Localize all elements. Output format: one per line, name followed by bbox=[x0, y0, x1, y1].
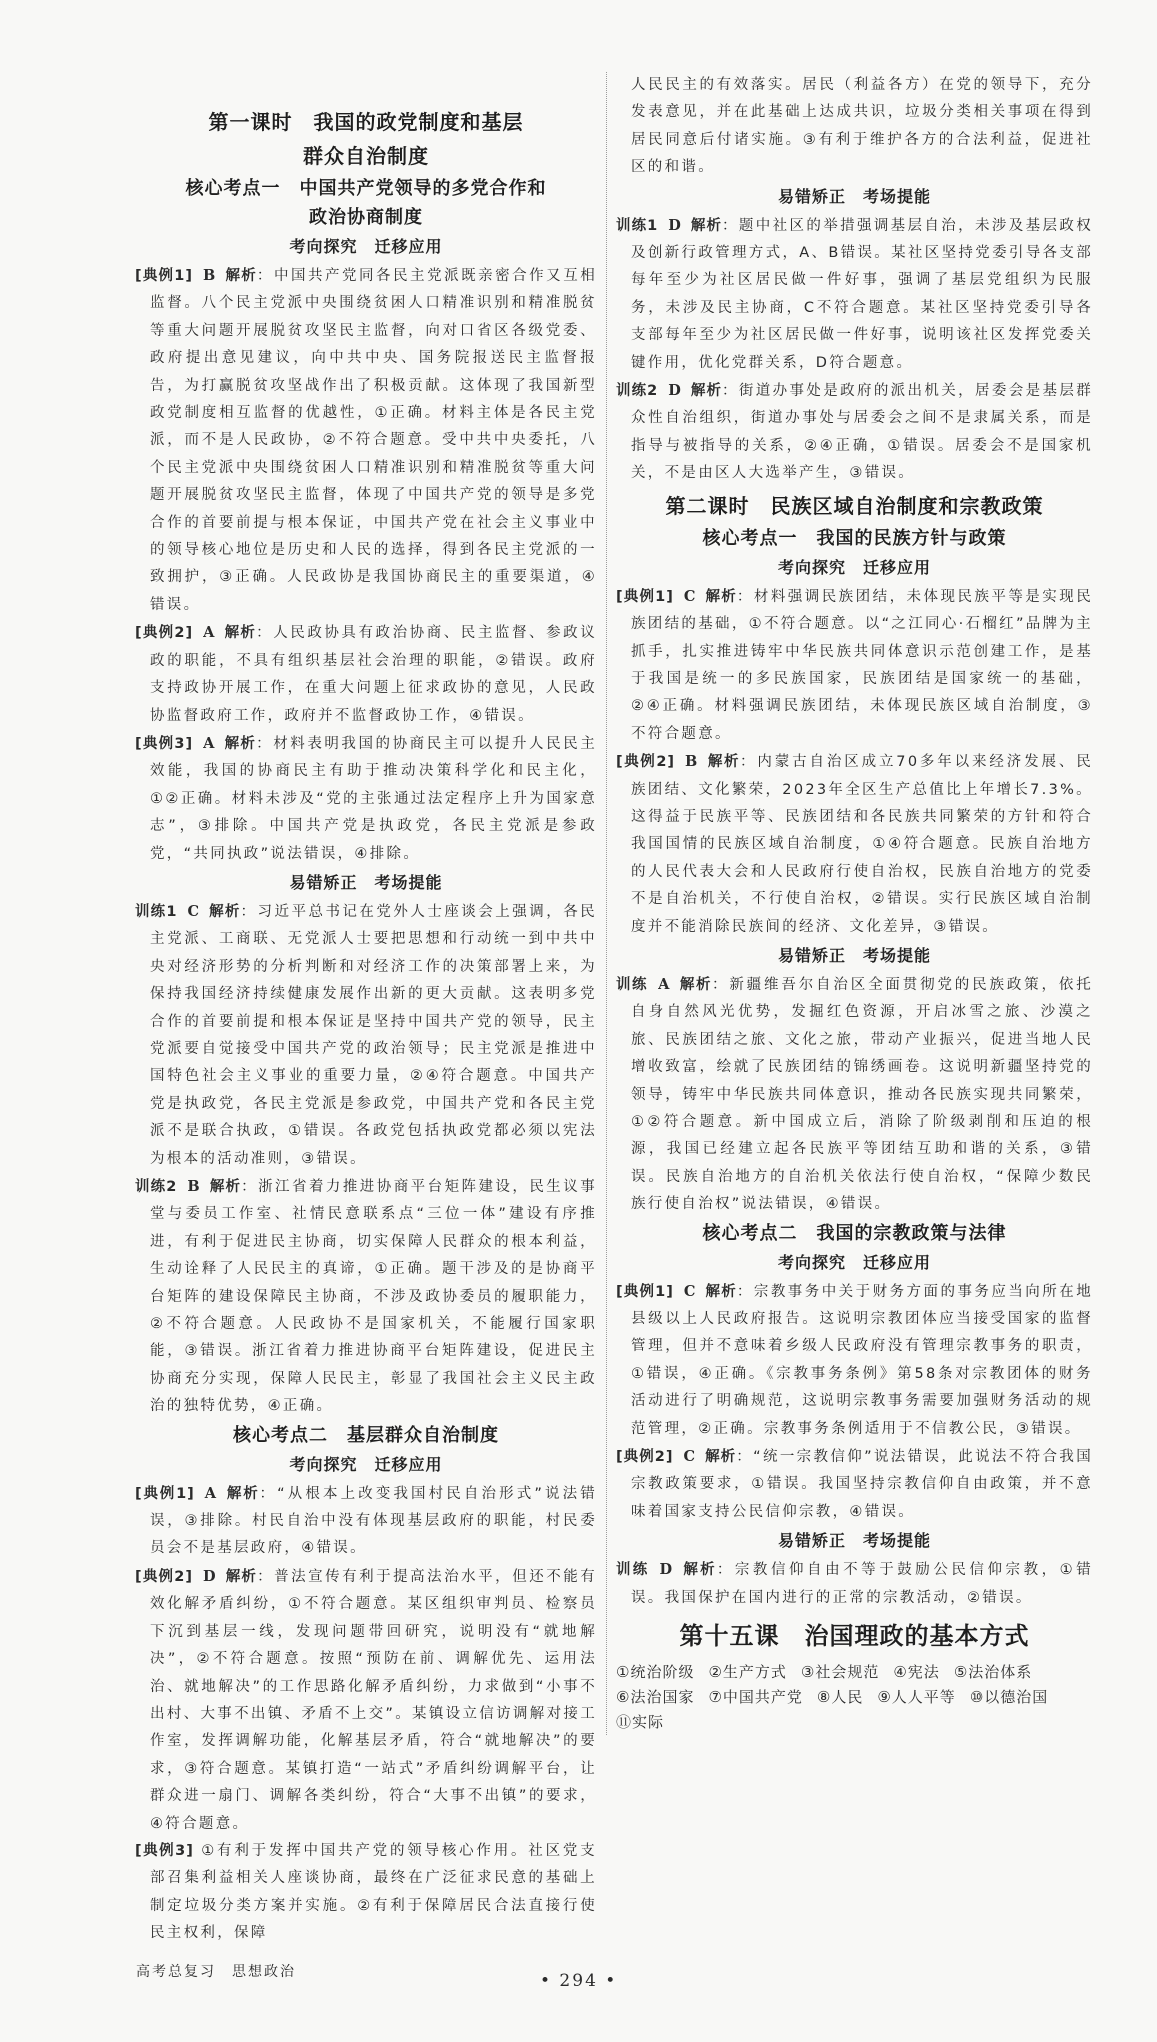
item-answer: C bbox=[683, 1282, 696, 1300]
analysis-label: 解析 bbox=[209, 903, 241, 920]
item-label: [典例1] bbox=[616, 1283, 674, 1300]
colon: ： bbox=[241, 1179, 259, 1195]
colon: ： bbox=[722, 217, 739, 234]
item-answer: D bbox=[668, 382, 681, 400]
item-text: 材料表明我国的协商民主可以提升人民民主效能，我国的协商民主有助于推动决策科学化和民主化，①②正确。材料未涉及“党的主张通过法定程序上升为国家意志”，③排除。中国共产党是执政党，各民主党派是参政党，“共同执政”说法错误，④排除。 bbox=[150, 735, 597, 862]
key-answer-item: ⑤法治体系 bbox=[953, 1663, 1033, 1682]
item-answer: D bbox=[659, 1561, 673, 1579]
core-point-heading: 核心考点一 中国共产党领导的多党合作和 bbox=[185, 178, 547, 199]
lesson-title: 群众自治制度 bbox=[303, 144, 429, 168]
item-answer: B bbox=[203, 267, 216, 284]
colon: ： bbox=[256, 268, 274, 284]
key-answer-list bbox=[616, 1660, 1093, 1735]
section-subheading: 考向探究 迁移应用 bbox=[289, 1454, 443, 1474]
item-text: 街道办事处是政府的派出机关，居委会是基层群众性自治组织，街道办事处与居委会之间不是隶属关系，而是指导与被指导的关系，②④正确，①错误。居委会不是国家机关，不是由区人大选举产生，③错误。 bbox=[631, 383, 1093, 482]
item-label: [典例2] bbox=[616, 754, 676, 771]
key-answer-item: ①统治阶级 bbox=[616, 1663, 695, 1682]
item-text: 宗教信仰自由不等于鼓励公民信仰宗教，①错误。我国保护在国内进行的正常的宗教活动，②错误。 bbox=[631, 1562, 1093, 1606]
item-text: ①有利于发挥中国共产党的领导核心作用。社区党支部召集利益相关人座谈协商，最终在广泛征求民意的基础上制定垃圾分类方案并实施。②有利于保障居民合法直接行使民主权利，保障 bbox=[150, 1842, 597, 1942]
colon: ： bbox=[722, 383, 739, 400]
item-text: “从根本上改变我国村民自治形式”说法错误，③排除。村民自治中没有体现基层政府的职能，村民委员会不是基层政府，④错误。 bbox=[150, 1485, 598, 1557]
analysis-label: 解析 bbox=[226, 1485, 260, 1502]
item-text: “统一宗教信仰”说法错误，此说法不符合我国宗教政策要求，①错误。我国坚持宗教信仰自由政策，并不意味着国家支持公民信仰宗教，④错误。 bbox=[631, 1449, 1094, 1520]
key-answer-item: ⑦中国共产党 bbox=[708, 1688, 803, 1707]
core-point-heading: 政治协商制度 bbox=[309, 207, 423, 228]
item-label: 训练2 bbox=[135, 1179, 178, 1195]
colon: ： bbox=[259, 1485, 278, 1502]
colon: ： bbox=[256, 735, 274, 752]
analysis-label: 解析 bbox=[225, 1568, 258, 1585]
columns bbox=[135, 72, 1093, 1948]
item-label: [典例1] bbox=[135, 268, 193, 284]
item-text: 内蒙古自治区成立70多年以来经济发展、民族团结、文化繁荣，2023年全区生产总值比上年增长7.3%。这得益于民族平等、民族团结和各民族共同繁荣的方针和符合我国国情的民族区域自治制度，①④符合题意。民族自治地方的人民代表大会和人民政府行使自治权，民族自治地方的党委不是自治机关，不行使自治权，②错误。实行民族区域自治制度并不能消除民族间的经济、文化差异，③错误。 bbox=[631, 754, 1094, 935]
analysis-label: 解析 bbox=[690, 383, 723, 400]
key-answer-item: ③社会规范 bbox=[800, 1663, 880, 1682]
section-subheading: 考向探究 迁移应用 bbox=[777, 1252, 931, 1272]
key-answer-item: ②生产方式 bbox=[708, 1663, 787, 1682]
page-footer bbox=[135, 1962, 1093, 2002]
key-answer-item: ④宪法 bbox=[893, 1663, 940, 1682]
lesson-title: 第二课时 民族区域自治制度和宗教政策 bbox=[665, 493, 1044, 518]
colon: ： bbox=[736, 1449, 754, 1466]
item-answer: A bbox=[203, 734, 215, 752]
answer-item bbox=[616, 212, 1093, 377]
colon: ： bbox=[256, 625, 274, 642]
key-answer-item: ⑨人人平等 bbox=[877, 1688, 956, 1707]
item-label: 训练2 bbox=[616, 383, 659, 400]
colon: ： bbox=[736, 588, 754, 605]
item-label: [典例2] bbox=[616, 1449, 674, 1466]
answer-item bbox=[616, 1556, 1093, 1612]
item-answer: C bbox=[683, 587, 696, 605]
item-text: 题中社区的举措强调基层自治，未涉及基层政权及创新行政管理方式，A、B错误。某社区坚持党委引导各支部每年至少为社区居民做一件好事，强调了基层党组织为民服务，未涉及民主协商，C不符合题意。某社区坚持党委引导各支部每年至少为社区居民做一件好事，说明该社区发挥党委关键作用，优化党群关系，D符合题意。 bbox=[631, 217, 1093, 371]
item-text: 宗教事务中关于财务方面的事务应当向所在地县级以上人民政府报告。这说明宗教团体应当接受国家的监督管理，但并不意味着乡级人民政府没有管理宗教事务的职责，①错误，④正确。《宗教事务条例》第58条对宗教团体的财务活动进行了明确规范，这说明宗教事务需要加强财务活动的规范管理，②正确。宗教事务条例适用于不信教公民，③错误。 bbox=[631, 1283, 1093, 1437]
item-answer: C bbox=[683, 1448, 696, 1466]
key-answer-item: ⑥法治国家 bbox=[616, 1688, 695, 1707]
section-subheading: 易错矫正 考场提能 bbox=[777, 1531, 931, 1551]
analysis-label: 解析 bbox=[225, 268, 257, 284]
key-answer-item: ⑧人民 bbox=[816, 1688, 864, 1707]
answer-item bbox=[135, 1838, 597, 1948]
item-label: 训练1 bbox=[616, 217, 659, 234]
item-label: [典例3] bbox=[135, 735, 194, 752]
section-subheading: 易错矫正 考场提能 bbox=[289, 872, 443, 892]
footer-book-title: 高考总复习 思想政治 bbox=[136, 1963, 296, 1980]
key-answer-item: ⑩以德治国 bbox=[969, 1688, 1049, 1707]
item-text: 新疆维吾尔自治区全面贯彻党的民族政策，依托自身自然风光优势，发掘红色资源，开启冰雪之旅、沙漠之旅、民族团结之旅、文化之旅，带动产业振兴，促进当地人民增收致富，绘就了民族团结的锦绣画卷。这说明新疆坚持党的领导，铸牢中华民族共同体意识，推动各民族实现共同繁荣，①②符合题意。新中国成立后，消除了阶级剥削和压迫的根源，我国已经建立起各民族平等团结互助和谐的关系，③错误。民族自治地方的自治机关依法行使自治权，“保障少数民族行使自治权”说法错误，④错误。 bbox=[631, 976, 1093, 1213]
colon: ： bbox=[716, 1562, 735, 1579]
answer-item bbox=[135, 1563, 597, 1838]
colon: ： bbox=[740, 754, 758, 771]
answer-item bbox=[616, 583, 1093, 748]
item-answer: B bbox=[685, 753, 698, 771]
section-subheading: 易错矫正 考场提能 bbox=[777, 945, 931, 965]
item-text: 浙江省着力推进协商平台矩阵建设，民生议事堂与委员工作室、社情民意联系点“三位一体”建设有序推进，有利于促进民主协商，切实保障人民群众的根本利益，生动诠释了人民民主的真谛，①正确。题干涉及的是协商平台矩阵的建设保障民主协商，不涉及政协委员的履职能力，②不符合题意。人民政协不是国家机关，不能履行国家职能，③错误。浙江省着力推进协商平台矩阵建设，促进民主协商充分实现，保障人民民主，彰显了我国社会主义民主政治的独特优势，④正确。 bbox=[150, 1179, 598, 1415]
core-point-heading: 核心考点二 基层群众自治制度 bbox=[233, 1424, 499, 1446]
answer-item bbox=[135, 262, 597, 619]
core-point-heading: 核心考点一 我国的民族方针与政策 bbox=[702, 527, 1007, 549]
item-answer: C bbox=[187, 902, 199, 920]
answer-item bbox=[135, 730, 597, 868]
item-answer: D bbox=[202, 1567, 216, 1585]
item-answer: D bbox=[668, 216, 681, 234]
item-text: 中国共产党同各民主党派既亲密合作又互相监督。八个民主党派中央围绕贫困人口精准识别和精准脱贫等重大问题开展脱贫攻坚民主监督，向对口省区各级党委、政府提出意见建议，向中共中央、国务院报送民主监督报告，为打赢脱贫攻坚战作出了积极贡献。这体现了我国新型政党制度相互监督的优越性，①正确。材料主体是各民主党派，而不是人民政协，②不符合题意。受中共中央委托，八个民主党派中央围绕贫困人口精准识别和精准脱贫等重大问题开展脱贫攻坚民主监督，体现了中国共产党的领导是多党合作的首要前提与根本保证，中国共产党在社会主义事业中的领导核心地位是历史和人民的选择，得到各民主党派的一致拥护，③正确。人民政协是我国协商民主的重要渠道，④错误。 bbox=[150, 268, 598, 613]
item-label: [典例2] bbox=[135, 625, 194, 642]
item-label: 训练 bbox=[616, 1562, 650, 1579]
analysis-label: 解析 bbox=[707, 754, 741, 771]
analysis-label: 解析 bbox=[705, 1283, 737, 1300]
item-text: 材料强调民族团结，未体现民族平等是实现民族团结的基础，①不符合题意。以“之江同心·石榴红”品牌为主抓手，扎实推进铸牢中华民族共同体意识示范创建工作，是基于我国是统一的多民族国家，民族团结是国家统一的基础，②④正确。材料强调民族团结，未体现民族区域自治制度，③不符合题意。 bbox=[631, 588, 1093, 742]
item-label: [典例1] bbox=[135, 1485, 195, 1502]
page-number: • 294 • bbox=[540, 1970, 618, 1991]
analysis-label: 解析 bbox=[682, 1562, 717, 1579]
right-column bbox=[606, 72, 1093, 1735]
core-point-heading: 核心考点二 我国的宗教政策与法律 bbox=[702, 1222, 1007, 1244]
colon: ： bbox=[240, 903, 258, 920]
answer-item bbox=[135, 1173, 597, 1421]
colon: ： bbox=[712, 976, 730, 993]
item-text: 普法宣传有利于提高法治水平，但还不能有效化解矛盾纠纷，①不符合题意。某区组织审判员、检察员下沉到基层一线，发现问题带回研究，说明没有“就地解决”，②不符合题意。按照“预防在前、调解优先、运用法治、就地解决”的工作思路化解矛盾纠纷，力求做到“小事不出村、大事不出镇、矛盾不上交”。某镇设立信访调解对接工作室，发挥调解功能，化解基层矛盾，符合“就地解决”的要求，③符合题意。某镇打造“一站式”矛盾纠纷调解平台，让群众进一扇门、调解各类纠纷，符合“大事不出镇”的要求，④符合题意。 bbox=[150, 1568, 597, 1832]
analysis-label: 解析 bbox=[705, 588, 737, 605]
colon: ： bbox=[257, 1568, 275, 1585]
section-subheading: 考向探究 迁移应用 bbox=[777, 557, 931, 577]
spacer bbox=[194, 1843, 201, 1859]
answer-item bbox=[616, 1278, 1093, 1443]
item-text: 人民政协具有政治协商、民主监督、参政议政的职能，不具有组织基层社会治理的职能，②错误。政府支持政协开展工作，在重大问题上征求政协的意见，人民政协监督政府工作，政府并不监督政协工作，④错误。 bbox=[150, 625, 597, 724]
answer-item bbox=[135, 619, 597, 730]
answer-item bbox=[616, 971, 1093, 1219]
answer-item bbox=[616, 748, 1093, 941]
analysis-label: 解析 bbox=[705, 1449, 737, 1466]
item-answer: B bbox=[187, 1178, 200, 1195]
item-answer: A bbox=[203, 624, 215, 642]
item-label: 训练 bbox=[616, 976, 649, 993]
analysis-label: 解析 bbox=[224, 625, 257, 642]
analysis-label: 解析 bbox=[679, 976, 712, 993]
analysis-label: 解析 bbox=[209, 1179, 242, 1195]
item-answer: A bbox=[658, 975, 670, 993]
item-label: [典例1] bbox=[616, 588, 674, 605]
chapter-title: 第十五课 治国理政的基本方式 bbox=[679, 1622, 1030, 1651]
lesson-title: 第一课时 我国的政党制度和基层 bbox=[208, 110, 524, 134]
answer-item bbox=[616, 377, 1093, 488]
item-label: [典例2] bbox=[135, 1568, 193, 1585]
colon: ： bbox=[736, 1283, 754, 1300]
section-subheading: 考向探究 迁移应用 bbox=[289, 237, 443, 256]
item-text: 习近平总书记在党外人士座谈会上强调，各民主党派、工商联、无党派人士要把思想和行动统一到中共中央对经济形势的分析判断和对经济工作的决策部署上来，为保持我国经济持续健康发展作出新的更大贡献。这表明多党合作的首要前提和根本保证是坚持中国共产党的领导，民主党派要自觉接受中国共产党的政治领导；民主党派是推进中国特色社会主义事业的重要力量，②④符合题意。中国共产党是执政党，各民主党派是参政党，中国共产党和各民主党派不是联合执政，①错误。各政党包括执政党都必须以宪法为根本的活动准则，③错误。 bbox=[150, 903, 597, 1167]
item-answer: A bbox=[204, 1484, 217, 1502]
analysis-label: 解析 bbox=[224, 735, 257, 752]
key-answer-item: ⑪实际 bbox=[616, 1713, 665, 1732]
answer-item bbox=[135, 898, 597, 1173]
analysis-label: 解析 bbox=[690, 217, 723, 234]
item-label: 训练1 bbox=[135, 903, 178, 920]
item-label: [典例3] bbox=[135, 1842, 194, 1859]
answer-continuation: 人民民主的有效落实。居民（利益各方）在党的领导下，充分发表意见，并在此基础上达成共识，垃圾分类相关事项在得到居民同意后付诸实施。③有利于维护各方的合法利益，促进社区的和谐。 bbox=[631, 77, 1093, 176]
section-subheading: 易错矫正 考场提能 bbox=[777, 186, 931, 206]
left-column bbox=[135, 72, 597, 1948]
answer-item bbox=[135, 1480, 597, 1563]
answer-item bbox=[616, 1443, 1093, 1526]
